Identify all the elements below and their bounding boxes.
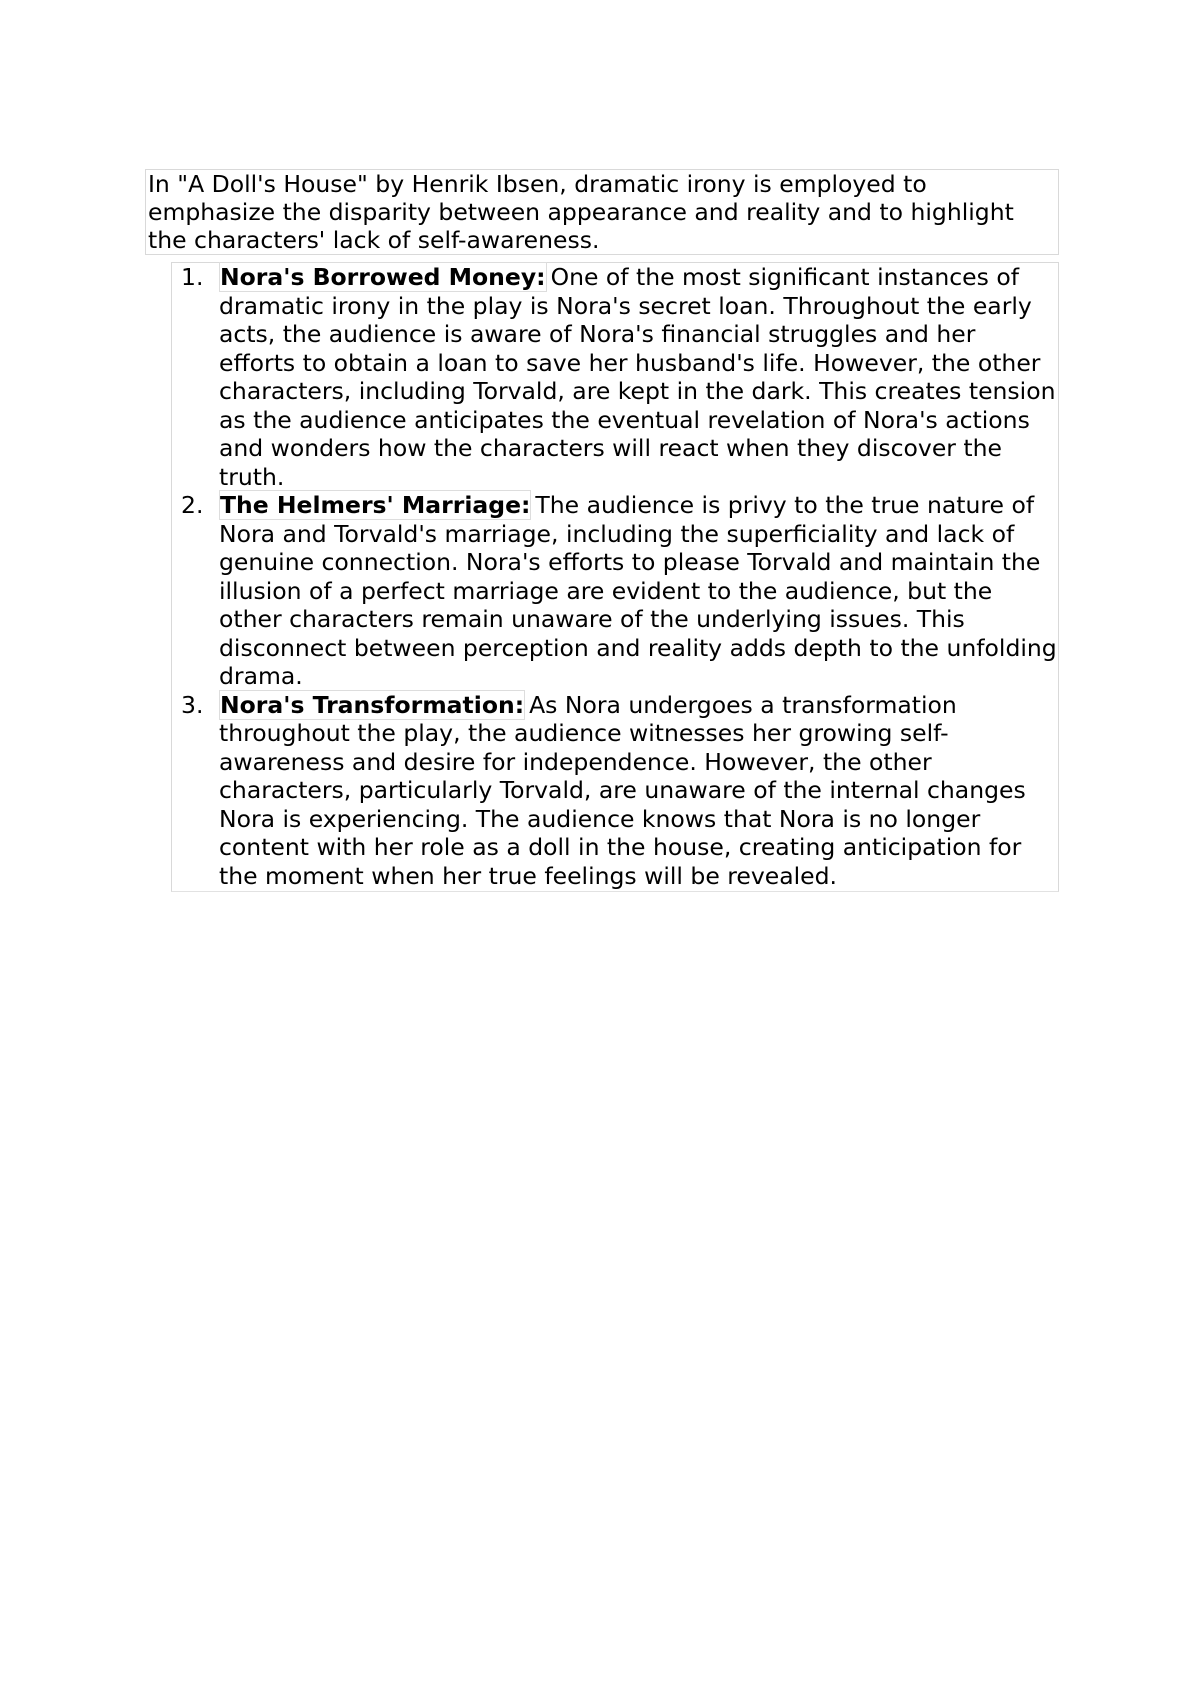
irony-examples-list-container bbox=[171, 262, 1059, 892]
list-item-text: The audience is privy to the true nature of Nora and Torvald's marriage, including the superficiality and lack of genuine connection. Nora's efforts to please Torvald and maintain the illusion of a perfect marriage are evident to the audience, but the other characters remain unaware of the underlying issues. This disconnect between perception and reality adds depth to the unfolding drama. bbox=[219, 491, 1057, 690]
list-item-term: The Helmers' Marriage: bbox=[220, 491, 531, 519]
list-item-number: 2. bbox=[181, 491, 204, 519]
intro-paragraph: In "A Doll's House" by Henrik Ibsen, dramatic irony is employed to emphasize the disparity between appearance and reality and to highlight the characters' lack of self-awareness. bbox=[145, 169, 1059, 255]
list-item bbox=[172, 691, 1058, 891]
list-item-number: 1. bbox=[181, 263, 204, 291]
list-item-term: Nora's Transformation: bbox=[220, 690, 525, 719]
list-item bbox=[172, 263, 1058, 491]
list-item bbox=[172, 491, 1058, 691]
list-item-text: One of the most significant instances of dramatic irony in the play is Nora's secret loan. Throughout the early acts, the audience is aware of Nora's financial struggles and her efforts to obtain a loan to save her husband's life. However, the other characters, including Torvald, are kept in the dark. This creates tension as the audience anticipates the eventual revelation of Nora's actions and wonders how the characters will react when they discover the truth. bbox=[219, 263, 1056, 491]
list-item-text: As Nora undergoes a transformation throughout the play, the audience witnesses her growing self-awareness and desire for independence. However, the other characters, particularly Torvald, are unaware of the internal changes Nora is experiencing. The audience knows that Nora is no longer content with her role as a doll in the house, creating anticipation for the moment when her true feelings will be revealed. bbox=[219, 690, 1026, 890]
list-item-term: Nora's Borrowed Money: bbox=[220, 263, 546, 291]
list-item-number: 3. bbox=[181, 690, 204, 719]
irony-examples-list bbox=[172, 263, 1058, 890]
